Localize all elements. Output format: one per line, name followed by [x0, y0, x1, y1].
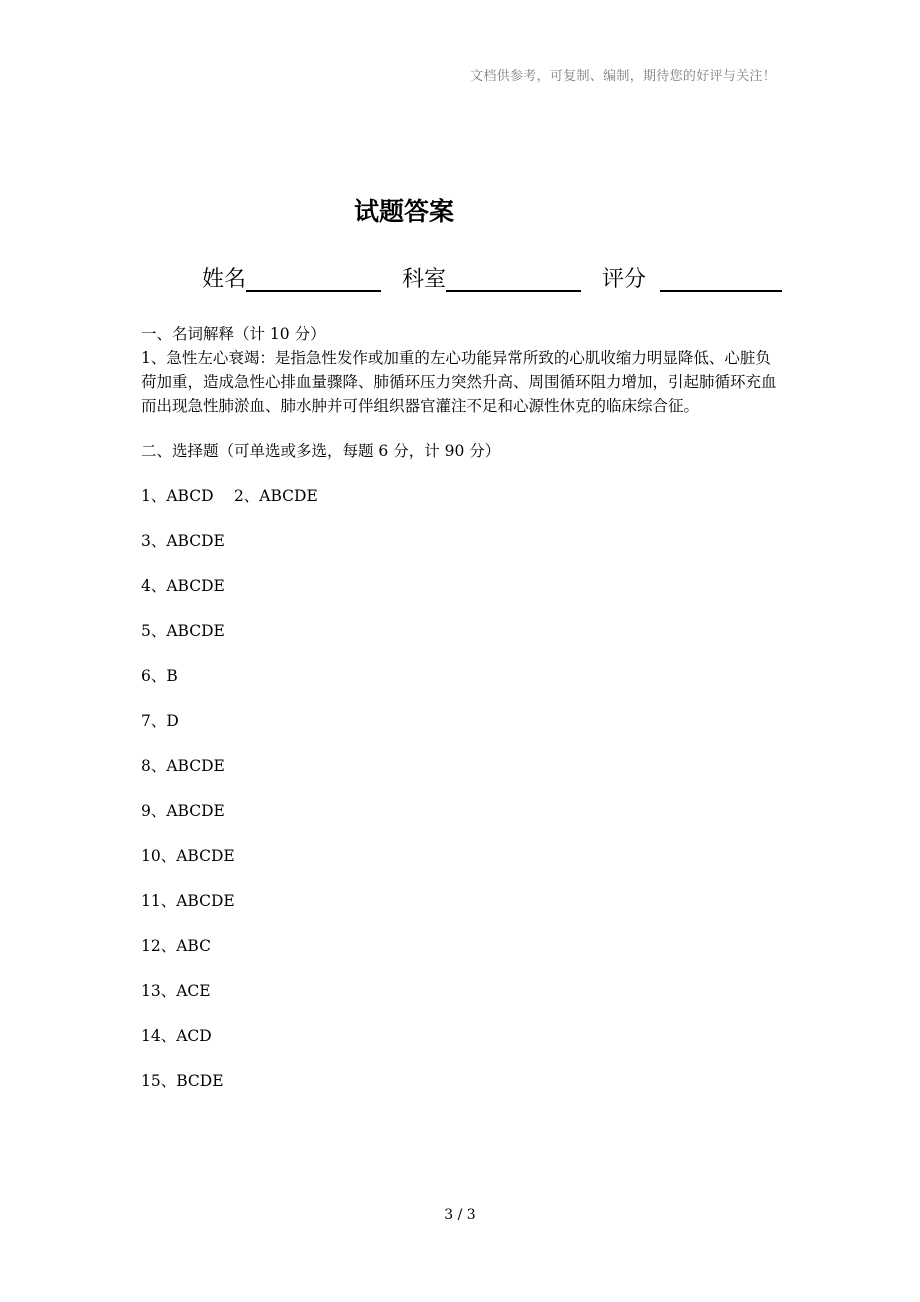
name-blank	[246, 272, 381, 292]
answer-item: 7、D	[141, 712, 179, 730]
page-number: 3 / 3	[444, 1207, 476, 1223]
dept-blank	[446, 272, 581, 292]
section2-heading: 二、选择题（可单选或多选，每题 6 分，计 90 分）	[141, 442, 501, 460]
answer-item: 14、ACD	[141, 1027, 212, 1045]
score-blank	[660, 272, 782, 292]
header-note: 文档供参考，可复制、编制，期待您的好评与关注！	[470, 69, 776, 84]
score-label: 评分	[602, 267, 647, 292]
answer-item: 6、B	[141, 667, 178, 685]
definition-paragraph: 1、急性左心衰竭：是指急性发作或加重的左心功能异常所致的心肌收缩力明显降低、心脏负荷加重，造成急性心排血量骤降、肺循环压力突然升高、周围循环阻力增加，引起肺循环充血而出现急性肺淤血、肺水肿并可伴组织器官灌注不足和心源性休克的临床综合征。	[141, 349, 777, 415]
section1-heading: 一、名词解释（计 10 分）	[141, 325, 326, 343]
answer-item: 9、ABCDE	[141, 802, 225, 820]
page-title: 试题答案	[353, 197, 454, 226]
answer-item: 5、ABCDE	[141, 622, 225, 640]
answer-item: 4、ABCDE	[141, 577, 225, 595]
answer-item: 1、ABCD 2、ABCDE	[141, 487, 318, 505]
answer-item: 8、ABCDE	[141, 757, 225, 775]
answer-item: 15、BCDE	[141, 1072, 224, 1090]
info-fields	[202, 262, 782, 293]
answer-item: 3、ABCDE	[141, 532, 225, 550]
answer-item: 11、ABCDE	[141, 892, 235, 910]
answer-item: 13、ACE	[141, 982, 211, 1000]
answer-item: 10、ABCDE	[141, 847, 235, 865]
dept-label: 科室	[402, 267, 447, 292]
answer-item: 12、ABC	[141, 937, 211, 955]
name-label: 姓名	[202, 267, 247, 292]
document-body	[141, 322, 781, 1093]
